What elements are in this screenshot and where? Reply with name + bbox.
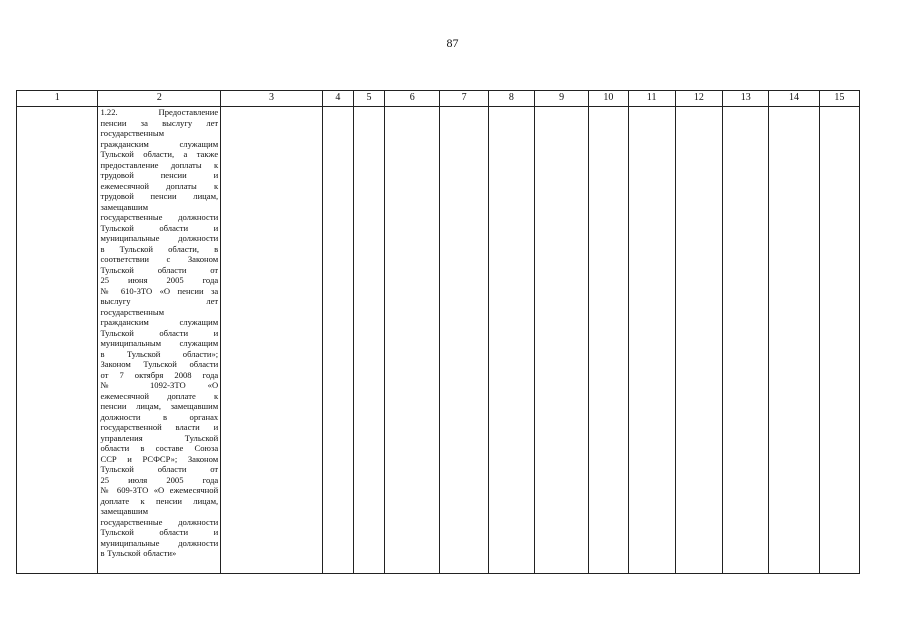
table-cell-col9 [535, 107, 589, 574]
description-line: предоставление доплаты к [100, 159, 219, 170]
table-cell-col13 [723, 107, 769, 574]
description-line: доплате к пенсии лицам, [100, 495, 219, 506]
description-line: трудовой пенсии лицам, [100, 191, 219, 201]
row-description [98, 107, 220, 559]
description-line: управления Тульской [100, 432, 219, 443]
description-line: № 610-ЗТО «О пенсии за [100, 285, 219, 296]
table-cell-col1 [17, 107, 98, 574]
data-table [16, 90, 860, 574]
column-header-10: 10 [589, 91, 628, 107]
column-header-8: 8 [488, 91, 534, 107]
description-line: № 1092-ЗТО «О [100, 380, 219, 390]
table-row [17, 107, 860, 574]
table-cell-col11 [628, 107, 675, 574]
description-line: ежемесячной доплаты к [100, 180, 219, 191]
description-line: государственные должности [100, 212, 219, 222]
description-line: Тульской области и [100, 327, 219, 338]
description-line: должности в органах [100, 411, 219, 422]
description-line: государственным [100, 128, 165, 138]
table-cell-col12 [675, 107, 722, 574]
description-line: Тульской области и [100, 527, 219, 537]
column-header-7: 7 [440, 91, 488, 107]
table-cell-col4 [322, 107, 353, 574]
column-header-12: 12 [675, 91, 722, 107]
description-line: Тульской области и [100, 222, 219, 233]
table-cell-col5 [353, 107, 384, 574]
table-cell-col10 [589, 107, 628, 574]
description-line: в Тульской области»; [100, 348, 219, 359]
description-line: муниципальные должности [100, 537, 219, 548]
column-header-9: 9 [535, 91, 589, 107]
description-line: Тульской области от [100, 264, 219, 275]
table-cell-col15 [819, 107, 859, 574]
description-line: замещавшим [100, 201, 149, 212]
description-line: государственные должности [100, 516, 219, 527]
column-header-2: 2 [98, 91, 221, 107]
description-line: пенсии лицам, замещавшим [100, 401, 219, 411]
description-line: замещавшим [100, 506, 149, 516]
column-header-4: 4 [322, 91, 353, 107]
description-line: гражданским служащим [100, 317, 219, 327]
description-line: трудовой пенсии и [100, 170, 219, 180]
description-line: Тульской области, а также [100, 149, 219, 159]
column-header-14: 14 [769, 91, 819, 107]
description-line: 25 июля 2005 года [100, 474, 219, 485]
header-row [17, 91, 860, 107]
description-line: ежемесячной доплате к [100, 390, 219, 401]
description-line: 1.22. Предоставление [100, 107, 219, 117]
column-header-1: 1 [17, 91, 98, 107]
column-header-15: 15 [819, 91, 859, 107]
table-cell-col2 [98, 107, 221, 574]
description-line: Законом Тульской области [100, 359, 219, 369]
description-line: выслугу лет [100, 296, 219, 306]
description-line: № 609-ЗТО «О ежемесячной [100, 485, 219, 495]
description-line: в Тульской области, в [100, 243, 219, 254]
column-header-3: 3 [221, 91, 323, 107]
description-line: в Тульской области» [100, 548, 177, 558]
column-header-5: 5 [353, 91, 384, 107]
table-cell-col3 [221, 107, 323, 574]
table-cell-col14 [769, 107, 819, 574]
description-line: гражданским служащим [100, 138, 219, 149]
description-line: пенсии за выслугу лет [100, 117, 219, 128]
description-line: от 7 октября 2008 года [100, 369, 219, 380]
description-line: 25 июня 2005 года [100, 275, 219, 285]
page-number: 87 [446, 36, 459, 50]
description-line: государственной власти и [100, 422, 219, 432]
description-line: области в составе Союза [100, 443, 219, 453]
column-header-6: 6 [385, 91, 440, 107]
description-line: государственным [100, 306, 165, 317]
column-header-13: 13 [723, 91, 769, 107]
column-header-11: 11 [628, 91, 675, 107]
description-line: муниципальным служащим [100, 338, 219, 348]
description-line: Тульской области от [100, 464, 219, 474]
description-line: ССР и РСФСР»; Законом [100, 453, 219, 464]
table-cell-col7 [440, 107, 488, 574]
description-line: муниципальные должности [100, 233, 219, 243]
description-line: соответствии с Законом [100, 254, 219, 264]
table-cell-col6 [385, 107, 440, 574]
table-cell-col8 [488, 107, 534, 574]
